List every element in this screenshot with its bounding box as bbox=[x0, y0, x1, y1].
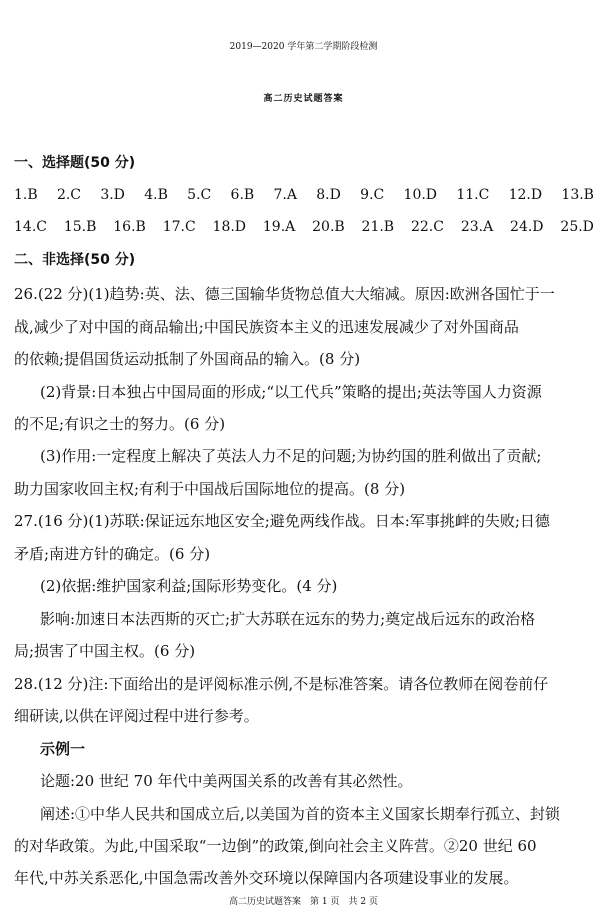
page-footer: 高二历史试题答案 第 1 页 共 2 页 bbox=[229, 897, 378, 907]
choice-answer: 12.D bbox=[508, 187, 543, 203]
choice-answer: 7.A bbox=[273, 187, 297, 203]
choice-answer: 5.C bbox=[187, 187, 212, 203]
choice-answer: 16.B bbox=[113, 219, 146, 235]
choice-answers-row-2 bbox=[14, 218, 594, 236]
choice-answer: 21.B bbox=[361, 219, 395, 235]
choice-answer: 20.B bbox=[312, 219, 345, 235]
choice-answer: 9.C bbox=[360, 187, 385, 203]
answer-line: 论题:20 世纪 70 年代中美两国关系的改善有其必然性。 bbox=[40, 772, 413, 790]
answer-line: (3)作用:一定程度上解决了英法人力不足的问题;为协约国的胜利做出了贡献; bbox=[40, 447, 542, 465]
answer-line: 矛盾;南进方针的确定。(6 分) bbox=[14, 545, 211, 563]
choice-answer: 4.B bbox=[144, 187, 168, 203]
answer-line: 助力国家收回主权;有利于中国战后国际地位的提高。(8 分) bbox=[14, 480, 406, 498]
answer-line: 战,减少了对中国的商品输出;中国民族资本主义的迅速发展减少了对外国商品 bbox=[14, 318, 519, 336]
choice-answer: 3.D bbox=[100, 187, 125, 203]
choice-answer: 15.B bbox=[63, 219, 97, 235]
choice-answer: 24.D bbox=[510, 219, 544, 235]
section-nonchoice-heading: 二、非选择(50 分) bbox=[14, 252, 136, 268]
choice-answers-row-1 bbox=[14, 186, 594, 204]
answer-line: 年代,中苏关系恶化,中国急需改善外交环境以保障国内各项建设事业的发展。 bbox=[14, 869, 519, 887]
choice-answer: 2.C bbox=[56, 187, 82, 203]
exam-subtitle: 2019—2020 学年第二学期阶段检测 bbox=[229, 42, 378, 52]
answer-line: 28.(12 分)注:下面给出的是评阅标准示例,不是标准答案。请各位教师在阅卷前仔 bbox=[14, 675, 549, 693]
answer-line: 的对华政策。为此,中国采取“一边倒”的政策,倒向社会主义阵营。②20 世纪 60 bbox=[14, 837, 537, 855]
answer-line: 26.(22 分)(1)趋势:英、法、德三国输华货物总值大大缩减。原因:欧洲各国忙于一 bbox=[14, 285, 555, 303]
choice-answer: 13.B bbox=[561, 187, 594, 203]
choice-answer: 23.A bbox=[460, 219, 494, 235]
answer-line: 影响:加速日本法西斯的灭亡;扩大苏联在远东的势力;奠定战后远东的政治格 bbox=[40, 610, 536, 628]
choice-answer: 25.D bbox=[560, 219, 594, 235]
choice-answer: 6.B bbox=[230, 187, 255, 203]
answer-line: 局;损害了中国主权。(6 分) bbox=[14, 642, 196, 660]
answer-line: 的不足;有识之士的努力。(6 分) bbox=[14, 415, 226, 433]
answer-line: 的依赖;提倡国货运动抵制了外国商品的输入。(8 分) bbox=[14, 350, 361, 368]
choice-answer: 8.D bbox=[316, 187, 341, 203]
choice-answer: 10.D bbox=[403, 187, 438, 203]
page-title: 高二历史试题答案 bbox=[263, 94, 344, 104]
answer-line: (2)依据:维护国家利益;国际形势变化。(4 分) bbox=[40, 577, 338, 595]
section-choice-heading: 一、选择题(50 分) bbox=[14, 155, 136, 171]
choice-answer: 22.C bbox=[410, 219, 444, 235]
choice-answer: 1.B bbox=[14, 187, 38, 203]
choice-answer: 14.C bbox=[14, 219, 47, 235]
example-heading: 示例一 bbox=[40, 740, 86, 758]
choice-answer: 11.C bbox=[456, 187, 490, 203]
answer-line: 阐述:①中华人民共和国成立后,以美国为首的资本主义国家长期奉行孤立、封锁 bbox=[40, 805, 560, 823]
answer-line: 细研读,以供在评阅过程中进行参考。 bbox=[14, 707, 259, 725]
answer-line: 27.(16 分)(1)苏联:保证远东地区安全;避免两线作战。日本:军事挑衅的失败;日德 bbox=[14, 512, 550, 530]
answer-line: (2)背景:日本独占中国局面的形成;“以工代兵”策略的提出;英法等国人力资源 bbox=[40, 383, 542, 401]
choice-answer: 19.A bbox=[262, 219, 296, 235]
choice-answer: 18.D bbox=[212, 219, 247, 235]
choice-answer: 17.C bbox=[162, 219, 196, 235]
